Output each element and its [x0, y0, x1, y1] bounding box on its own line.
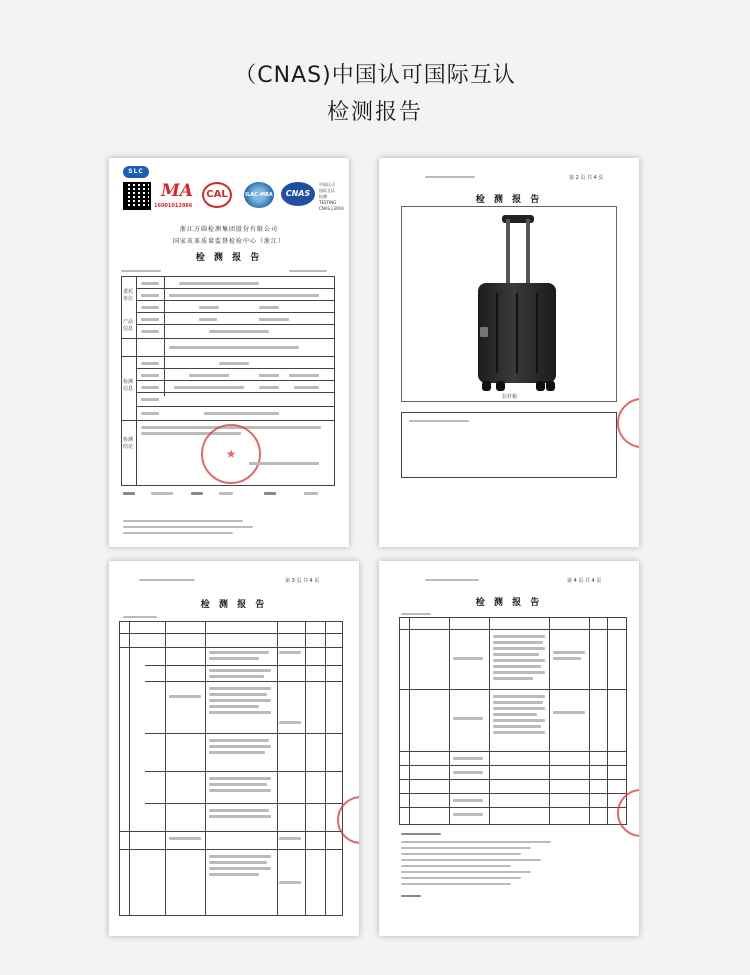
photo-caption: 拉杆箱 [502, 394, 518, 400]
report-title-4: 检 测 报 告 [475, 598, 543, 608]
page-marker-2: 第 2 页 共 4 页 [569, 175, 604, 181]
report-title-3: 检 测 报 告 [200, 600, 268, 610]
ma-certificate-number: 16001012886 [154, 203, 193, 209]
product-photo [401, 206, 617, 402]
page-heading-line2: 检测报告 [326, 100, 423, 125]
center-name: 国家皮革质量监督检验中心（浙江） [172, 238, 285, 245]
ma-certification-logo: MA [160, 181, 193, 201]
section-label-test: 检测信息 [123, 379, 134, 392]
section-label-conclusion: 检测结论 [123, 437, 134, 450]
page-heading-line1: （CNAS)中国认可国际互认 [234, 63, 516, 88]
page-marker-3: 第 3 页 共 4 页 [285, 578, 320, 584]
report-page-3 [109, 561, 359, 936]
cnas-logo: CNAS [281, 182, 315, 206]
cal-certification-logo: CAL [202, 182, 232, 208]
section-label-client: 委托单位 [123, 289, 134, 302]
qr-code-icon [123, 182, 151, 210]
report-title: 检 测 报 告 [195, 253, 263, 263]
org-name: 浙江方圆检测集团股份有限公司 [179, 226, 278, 233]
page-marker-4: 第 4 页 共 4 页 [567, 578, 602, 584]
official-red-seal: ★ [201, 424, 261, 484]
report-title-2: 检 测 报 告 [475, 195, 543, 205]
official-red-seal-edge [617, 398, 639, 448]
report-page-2 [379, 158, 639, 547]
ilac-mra-logo: ILAC-MRA [244, 182, 274, 208]
report-page-1 [109, 158, 349, 547]
cnas-caption: 中国认可 国际互认 检测 TESTING CNAS L3916 [319, 182, 344, 211]
section-label-product: 产品信息 [123, 319, 134, 332]
report-page-4 [379, 561, 639, 936]
slc-logo: SLC [123, 166, 149, 178]
suitcase-body [478, 283, 556, 383]
